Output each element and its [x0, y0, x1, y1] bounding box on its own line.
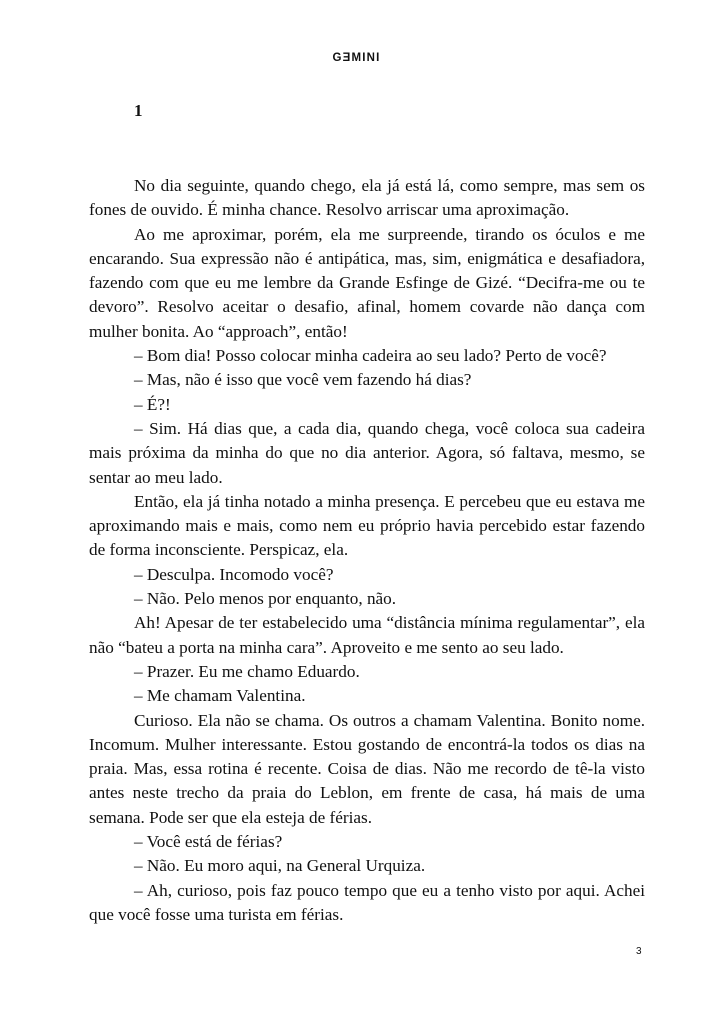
dialogue-line: – Me chamam Valentina.	[134, 686, 306, 706]
page-number: 3	[636, 946, 642, 957]
dialogue-line: – Bom dia! Posso colocar minha cadeira ao seu lado? Perto de você?	[134, 346, 607, 366]
dialogue-line: – Você está de férias?	[134, 832, 283, 852]
dialogue-line: – Prazer. Eu me chamo Eduardo.	[134, 661, 360, 681]
paragraph: No dia seguinte, quando chego, ela já está lá, como sempre, mas sem os fones de ouvido. É minha chance. Resolvo arriscar uma aproximação.	[89, 176, 645, 220]
paragraph: Então, ela já tinha notado a minha presença. E percebeu que eu estava me aproximando mais e mais, como nem eu próprio havia percebido estar fazendo de forma inconsciente. Perspicaz, ela.	[89, 491, 645, 560]
dialogue-line: – Mas, não é isso que você vem fazendo há dias?	[134, 370, 472, 390]
paragraph: Curioso. Ela não se chama. Os outros a chamam Valentina. Bonito nome. Incomum. Mulher interessante. Estou gostando de encontrá-la todos os dias na praia. Mas, essa rotina é recente. Coisa de dias. Não me recordo de tê-la visto antes neste trecho da praia do Leblon, em frente de casa, há mais de uma semana. Pode ser que ela esteja de férias.	[89, 710, 645, 827]
paragraph: Ao me aproximar, porém, ela me surpreende, tirando os óculos e me encarando. Sua expressão não é antipática, mas, sim, enigmática e desafiadora, fazendo com que eu me lembre da Grande Esfinge de Gizé. “Decifra-me ou te devoro”. Resolvo aceitar o desafio, afinal, homem covarde não dança com mulher bonita. Ao “approach”, então!	[89, 224, 645, 341]
dialogue-line: – Desculpa. Incomodo você?	[134, 564, 334, 584]
dialogue-line: – Sim. Há dias que, a cada dia, quando chega, você coloca sua cadeira mais próxima da minha do que no dia anterior. Agora, só faltava, mesmo, se sentar ao meu lado.	[89, 418, 645, 487]
dialogue-line: – É?!	[134, 394, 171, 414]
chapter-body	[89, 174, 645, 927]
chapter-number: 1	[134, 101, 143, 120]
dialogue-line: – Não. Pelo menos por enquanto, não.	[134, 589, 397, 609]
dialogue-line: – Não. Eu moro aqui, na General Urquiza.	[134, 856, 426, 876]
dialogue-line: – Ah, curioso, pois faz pouco tempo que eu a tenho visto por aqui. Achei que você fosse uma turista em férias.	[89, 880, 645, 924]
running-header: GƎMINI	[332, 52, 381, 64]
paragraph: Ah! Apesar de ter estabelecido uma “distância mínima regulamentar”, ela não “bateu a porta na minha cara”. Aproveito e me sento ao seu lado.	[89, 613, 645, 657]
